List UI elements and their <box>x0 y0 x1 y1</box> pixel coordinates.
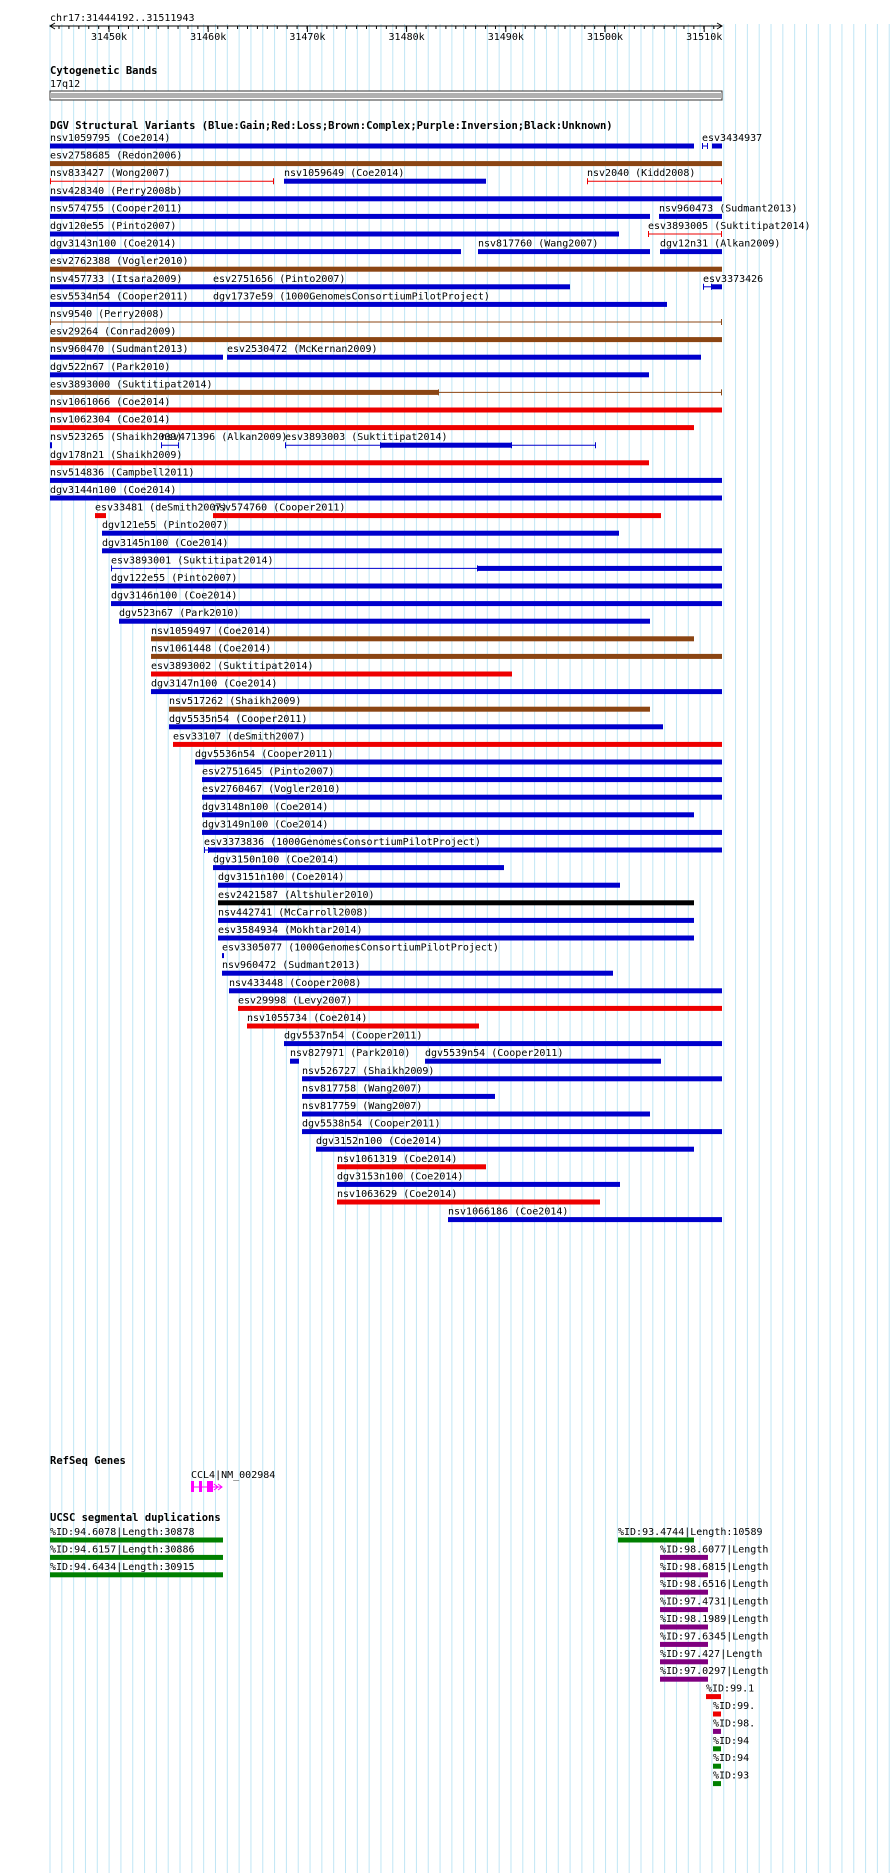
sv-bar <box>50 390 438 395</box>
sv-label: dgv5538n54 (Cooper2011) <box>302 1118 441 1130</box>
ruler-tick-label: 31450k <box>90 32 128 43</box>
sv-label: nsv517262 (Shaikh2009) <box>169 696 302 708</box>
segdup-track <box>50 1512 768 1786</box>
sv-label: esv2751656 (Pinto2007) <box>213 273 346 285</box>
sv-label: dgv3146n100 (Coe2014) <box>111 590 238 602</box>
sv-feature[interactable] <box>151 626 694 642</box>
cytoband-fill <box>50 93 722 98</box>
sv-label: nsv1062304 (Coe2014) <box>50 414 171 426</box>
sv-bar <box>302 1094 495 1099</box>
sv-feature[interactable] <box>284 1031 722 1047</box>
sv-feature[interactable] <box>660 239 780 255</box>
sv-feature[interactable] <box>202 802 694 818</box>
segdup-label: %ID:98.6815|Length <box>660 1561 769 1573</box>
sv-label: dgv3145n100 (Coe2014) <box>102 537 229 549</box>
segdup-label: %ID:97.4731|Length <box>660 1596 769 1608</box>
sv-feature[interactable] <box>95 503 227 518</box>
cytoband-title: Cytogenetic Bands <box>50 65 158 77</box>
locus-label: chr17:31444192..31511943 <box>50 13 195 24</box>
sv-label: dgv3149n100 (Coe2014) <box>202 819 329 831</box>
sv-label: nsv1059795 (Coe2014) <box>50 133 171 144</box>
segdup-label: %ID:98.6077|Length <box>660 1544 769 1556</box>
sv-label: nsv9540 (Perry2008) <box>50 309 165 320</box>
sv-bar <box>660 249 722 254</box>
ruler <box>50 13 722 43</box>
sv-label: nsv817759 (Wang2007) <box>302 1101 423 1112</box>
sv-feature[interactable] <box>50 221 619 237</box>
segdup-bar <box>618 1538 694 1543</box>
sv-label: nsv2040 (Kidd2008) <box>587 168 696 180</box>
sv-label: esv3893002 (Suktitipat2014) <box>151 661 314 672</box>
segdup-label: %ID:94.6078|Length:30878 <box>50 1527 195 1538</box>
sv-bar <box>50 267 722 272</box>
segdup-feature[interactable] <box>713 1753 749 1769</box>
ruler-axis <box>50 23 722 43</box>
ruler-tick-label: 31480k <box>388 32 425 43</box>
segdup-feature[interactable] <box>50 1527 223 1543</box>
sv-bar <box>213 865 504 870</box>
sv-bar <box>111 584 722 589</box>
sv-bar <box>381 443 511 448</box>
sv-feature[interactable] <box>302 1119 722 1135</box>
sv-label: dgv1737e59 (1000GenomesConsortiumPilotProject) <box>213 291 490 303</box>
sv-label: esv2530472 (McKernan2009) <box>227 344 378 356</box>
sv-label: dgv3153n100 (Coe2014) <box>337 1171 464 1183</box>
sv-bar <box>448 1217 722 1222</box>
sv-bar <box>712 284 722 289</box>
segdup-label: %ID:93.4744|Length:10589 <box>618 1527 763 1538</box>
sv-label: dgv3148n100 (Coe2014) <box>202 801 329 813</box>
sv-feature[interactable] <box>238 995 722 1011</box>
segdup-feature[interactable] <box>660 1631 768 1647</box>
sv-label: nsv833427 (Wong2007) <box>50 168 171 180</box>
sv-bar <box>50 161 722 166</box>
sv-feature[interactable] <box>302 1066 722 1082</box>
segdup-label: %ID:98. <box>713 1718 756 1730</box>
sv-feature[interactable] <box>337 1171 620 1187</box>
sv-feature[interactable] <box>50 168 274 184</box>
sv-bar <box>238 1006 722 1011</box>
sv-label: dgv3143n100 (Coe2014) <box>50 238 177 250</box>
sv-label: esv3373836 (1000GenomesConsortiumPilotProject) <box>204 837 481 848</box>
segdup-bar <box>660 1625 708 1630</box>
sv-feature[interactable] <box>50 327 722 343</box>
sv-label: dgv5539n54 (Cooper2011) <box>425 1048 564 1060</box>
sv-feature[interactable] <box>218 925 694 941</box>
segdup-feature[interactable] <box>50 1544 223 1560</box>
sv-label: nsv817760 (Wang2007) <box>478 238 599 250</box>
sv-label: nsv428340 (Perry2008b) <box>50 185 183 197</box>
segdup-feature[interactable] <box>660 1562 768 1578</box>
sv-feature[interactable] <box>337 1189 600 1205</box>
segdup-label: %ID:94 <box>713 1735 750 1747</box>
segdup-label: %ID:98.6516|Length <box>660 1579 769 1591</box>
sv-bar <box>712 144 722 149</box>
sv-bar <box>316 1147 694 1152</box>
sv-bar <box>227 355 701 360</box>
sv-bar <box>50 496 722 501</box>
sv-bar <box>50 249 461 254</box>
segdup-bar <box>50 1572 223 1577</box>
sv-bar <box>202 795 722 800</box>
sv-bar <box>169 707 650 712</box>
sv-feature[interactable] <box>151 661 512 677</box>
sv-label: nsv471396 (Alkan2009) <box>161 432 288 444</box>
gene-label: CCL4|NM_002984 <box>191 1470 276 1481</box>
sv-bar <box>195 760 722 765</box>
sv-bar <box>290 1059 299 1064</box>
sv-label: esv3373426 <box>703 273 764 285</box>
sv-bar <box>425 1059 661 1064</box>
sv-label: nsv960473 (Sudmant2013) <box>659 203 798 215</box>
sv-bar <box>478 566 722 571</box>
sv-label: nsv1061319 (Coe2014) <box>337 1153 458 1165</box>
sv-feature[interactable] <box>302 1083 495 1099</box>
sv-feature[interactable] <box>218 872 620 888</box>
sv-bar <box>213 513 661 518</box>
segdup-label: %ID:93 <box>713 1770 750 1782</box>
sv-bar <box>247 1024 479 1029</box>
sv-bar <box>213 302 667 307</box>
sv-feature[interactable] <box>222 943 499 959</box>
sv-label: dgv5537n54 (Cooper2011) <box>284 1030 423 1042</box>
sv-label: esv3584934 (Mokhtar2014) <box>218 925 363 936</box>
segdup-feature[interactable] <box>660 1544 768 1560</box>
sv-label: dgv3151n100 (Coe2014) <box>218 872 345 884</box>
sv-feature[interactable] <box>50 450 649 466</box>
segdup-features <box>50 1527 768 1786</box>
segdup-label: %ID:99. <box>713 1701 756 1712</box>
sv-bar <box>151 636 694 641</box>
sv-feature[interactable] <box>218 907 694 923</box>
segdup-feature[interactable] <box>618 1527 763 1543</box>
sv-label: esv2758685 (Redon2006) <box>50 150 183 162</box>
sv-feature[interactable] <box>202 819 722 835</box>
sv-bar <box>50 355 223 360</box>
sv-feature[interactable] <box>204 837 722 853</box>
segdup-feature[interactable] <box>713 1736 749 1752</box>
gene-model-ccl4[interactable] <box>191 1481 222 1492</box>
sv-bar <box>50 478 722 483</box>
sv-feature[interactable] <box>50 485 722 501</box>
ruler-tick-label: 31490k <box>487 32 524 43</box>
sv-feature[interactable] <box>151 643 722 659</box>
sv-bar <box>202 777 722 782</box>
sv-feature[interactable] <box>425 1048 661 1064</box>
sv-bar <box>169 724 663 729</box>
segdup-label: %ID:94.6434|Length:30915 <box>50 1561 195 1573</box>
sv-feature[interactable] <box>202 784 722 800</box>
sv-bar <box>50 214 650 219</box>
segdup-feature[interactable] <box>713 1701 755 1717</box>
sv-feature[interactable] <box>151 679 722 695</box>
sv-label: esv3893000 (Suktitipat2014) <box>50 379 213 391</box>
sv-label: nsv526727 (Shaikh2009) <box>302 1065 435 1077</box>
sv-feature[interactable] <box>195 749 722 765</box>
sv-label: nsv442741 (McCarroll2008) <box>218 907 369 919</box>
sv-bar <box>202 830 722 835</box>
sv-label: esv29264 (Conrad2009) <box>50 326 177 338</box>
sv-feature[interactable] <box>50 151 722 167</box>
segdup-bar <box>50 1538 223 1543</box>
sv-label: dgv178n21 (Shaikh2009) <box>50 449 183 461</box>
segdup-feature[interactable] <box>713 1771 749 1787</box>
sv-label: dgv12n31 (Alkan2009) <box>660 238 781 250</box>
sv-feature[interactable] <box>169 696 650 712</box>
sv-label: nsv827971 (Park2010) <box>290 1048 411 1060</box>
sv-feature[interactable] <box>202 767 722 783</box>
sv-bar <box>50 196 722 201</box>
sv-label: esv2421587 (Altshuler2010) <box>218 889 375 901</box>
segdup-label: %ID:97.0297|Length <box>660 1666 769 1678</box>
sv-label: esv5534n54 (Cooper2011) <box>50 291 189 303</box>
segdup-bar <box>713 1781 721 1786</box>
sv-label: dgv522n67 (Park2010) <box>50 361 171 373</box>
sv-label: dgv121e55 (Pinto2007) <box>102 520 229 532</box>
sv-label: esv2760467 (Vogler2010) <box>202 784 341 796</box>
sv-bar <box>50 337 722 342</box>
segdup-bar <box>713 1729 721 1734</box>
segdup-label: %ID:98.1989|Length <box>660 1614 769 1625</box>
sv-feature[interactable] <box>50 133 694 149</box>
sv-feature[interactable] <box>218 890 694 906</box>
segdup-label: %ID:99.1 <box>706 1683 755 1695</box>
sv-bar <box>209 848 722 853</box>
sv-bar <box>337 1164 486 1169</box>
segdup-bar <box>660 1555 708 1560</box>
segdup-label: %ID:94 <box>713 1753 750 1765</box>
sv-label: nsv817758 (Wang2007) <box>302 1083 423 1095</box>
sv-feature[interactable] <box>448 1207 722 1223</box>
sv-feature[interactable] <box>213 274 345 285</box>
sv-feature[interactable] <box>50 415 694 431</box>
sv-label: nsv514836 (Campbell2011) <box>50 467 195 479</box>
sv-bar <box>50 232 619 237</box>
sv-label: esv33107 (deSmith2007) <box>173 731 306 743</box>
ruler-tick-label: 31460k <box>190 32 227 43</box>
sv-bar <box>478 249 650 254</box>
sv-feature[interactable] <box>50 309 722 325</box>
dgv-title: DGV Structural Variants (Blue:Gain;Red:Loss;Brown:Complex;Purple:Inversion;Black:Unknown) <box>50 120 613 132</box>
segdup-label: %ID:97.427|Length <box>660 1648 763 1660</box>
sv-feature[interactable] <box>102 520 619 536</box>
sv-feature[interactable] <box>50 344 223 360</box>
sv-label: esv3893003 (Suktitipat2014) <box>285 432 448 444</box>
sv-label: dgv122e55 (Pinto2007) <box>111 573 238 584</box>
sv-feature[interactable] <box>50 362 649 378</box>
sv-feature[interactable] <box>478 239 650 255</box>
sv-label: esv3434937 <box>702 133 763 144</box>
sv-bar <box>229 988 722 993</box>
sv-bar <box>119 619 650 624</box>
sv-label: esv3893005 (Suktitipat2014) <box>648 221 811 232</box>
segdup-bar <box>660 1677 708 1682</box>
segdup-feature[interactable] <box>660 1666 768 1682</box>
sv-feature[interactable] <box>222 960 613 976</box>
segdup-bar <box>660 1659 708 1664</box>
sv-label: dgv5536n54 (Cooper2011) <box>195 749 334 760</box>
segdup-bar <box>713 1746 721 1751</box>
sv-label: dgv3144n100 (Coe2014) <box>50 485 177 496</box>
segdup-bar <box>50 1555 223 1560</box>
sv-feature[interactable] <box>213 855 504 871</box>
sv-label: nsv433448 (Cooper2008) <box>229 977 362 989</box>
sv-feature[interactable] <box>285 432 596 448</box>
ruler-tick-label: 31500k <box>586 32 624 43</box>
segdup-feature[interactable] <box>713 1718 755 1734</box>
sv-label: esv33481 (deSmith2007) <box>95 502 228 514</box>
sv-feature[interactable] <box>284 168 486 184</box>
sv-feature[interactable] <box>316 1136 694 1152</box>
sv-label: esv3893001 (Suktitipat2014) <box>111 555 274 567</box>
sv-label: nsv1061448 (Coe2014) <box>151 643 272 655</box>
sv-bar <box>218 883 620 888</box>
sv-label: nsv1066186 (Coe2014) <box>448 1206 569 1218</box>
segdup-feature[interactable] <box>660 1597 768 1613</box>
sv-bar <box>659 214 722 219</box>
sv-feature[interactable] <box>703 274 763 290</box>
sv-feature[interactable] <box>50 186 722 202</box>
sv-bar <box>218 900 694 905</box>
segdup-bar <box>660 1642 708 1647</box>
segdup-bar <box>713 1712 721 1717</box>
sv-bar <box>302 1129 722 1134</box>
sv-bar <box>222 953 224 958</box>
sv-label: esv2751645 (Pinto2007) <box>202 766 335 778</box>
sv-feature[interactable] <box>50 467 722 483</box>
segdup-label: %ID:97.6345|Length <box>660 1631 769 1643</box>
sv-bar <box>151 654 722 659</box>
ruler-tick-label: 31510k <box>686 32 723 43</box>
dgv-track <box>50 120 811 1222</box>
sv-feature[interactable] <box>50 256 722 272</box>
sv-feature[interactable] <box>213 291 667 307</box>
segdup-title: UCSC segmental duplications <box>50 1512 221 1524</box>
segdup-bar <box>660 1572 708 1577</box>
ruler-tick-label: 31470k <box>289 32 326 43</box>
sv-label: dgv3150n100 (Coe2014) <box>213 854 340 866</box>
sv-bar <box>50 302 213 307</box>
sv-label: nsv960472 (Sudmant2013) <box>222 960 361 972</box>
segdup-feature[interactable] <box>660 1579 768 1595</box>
sv-bar <box>102 548 722 553</box>
sv-feature[interactable] <box>648 221 811 237</box>
sv-feature[interactable] <box>50 291 213 307</box>
sv-bar <box>50 284 570 289</box>
sv-feature[interactable] <box>173 731 722 747</box>
sv-bar <box>337 1182 620 1187</box>
sv-feature[interactable] <box>50 397 722 413</box>
segdup-bar <box>706 1694 721 1699</box>
sv-bar <box>151 672 512 677</box>
sv-feature[interactable] <box>702 133 762 149</box>
sv-label: dgv3147n100 (Coe2014) <box>151 678 278 690</box>
sv-bar <box>95 513 106 518</box>
segdup-feature[interactable] <box>660 1614 768 1630</box>
sv-label: nsv574760 (Cooper2011) <box>213 502 346 514</box>
sv-label: nsv457733 (Itsara2009) <box>50 273 183 285</box>
sv-label: nsv1061066 (Coe2014) <box>50 397 171 408</box>
sv-bar <box>50 408 722 413</box>
sv-bar <box>337 1200 600 1205</box>
sv-feature[interactable] <box>247 1013 479 1029</box>
sv-bar <box>284 1041 722 1046</box>
sv-label: nsv1059649 (Coe2014) <box>284 168 405 180</box>
sv-label: nsv1055734 (Coe2014) <box>247 1013 368 1024</box>
sv-label: esv2762388 (Vogler2010) <box>50 256 189 268</box>
sv-bar <box>50 144 694 149</box>
sv-bar <box>151 689 722 694</box>
cytoband-label: 17q12 <box>50 79 81 90</box>
dgv-features <box>50 133 811 1222</box>
sv-bar <box>173 742 722 747</box>
sv-bar <box>202 812 694 817</box>
sv-bar <box>50 460 649 465</box>
segdup-bar <box>713 1764 721 1769</box>
sv-bar <box>102 531 619 536</box>
sv-feature[interactable] <box>50 203 650 219</box>
sv-label: esv29998 (Levy2007) <box>238 995 353 1007</box>
sv-label: dgv5535n54 (Cooper2011) <box>169 713 308 725</box>
sv-bar <box>50 425 694 430</box>
segdup-bar <box>660 1607 708 1612</box>
cytoband-track <box>50 65 722 100</box>
sv-label: dgv523n67 (Park2010) <box>119 608 240 620</box>
sv-label: nsv1059497 (Coe2014) <box>151 625 272 637</box>
sv-label: nsv1063629 (Coe2014) <box>337 1189 458 1200</box>
refseq-title: RefSeq Genes <box>50 1455 126 1467</box>
sv-feature[interactable] <box>50 379 722 395</box>
refseq-track <box>50 1455 275 1492</box>
sv-bar <box>302 1076 722 1081</box>
sv-label: esv3305077 (1000GenomesConsortiumPilotProject) <box>222 942 499 954</box>
segdup-label: %ID:94.6157|Length:30886 <box>50 1544 195 1556</box>
sv-label: nsv523265 (Shaikh2009) <box>50 432 183 444</box>
segdup-feature[interactable] <box>50 1562 223 1578</box>
sv-label: dgv120e55 (Pinto2007) <box>50 221 177 232</box>
sv-bar <box>50 372 649 377</box>
sv-bar <box>218 918 694 923</box>
sv-bar <box>111 601 722 606</box>
sv-bar <box>218 936 694 941</box>
sv-feature[interactable] <box>587 168 722 184</box>
segdup-bar <box>660 1590 708 1595</box>
sv-feature[interactable] <box>659 203 797 219</box>
sv-label: nsv574755 (Cooper2011) <box>50 203 183 215</box>
sv-label: nsv960470 (Sudmant2013) <box>50 344 189 356</box>
sv-bar <box>284 179 486 184</box>
sv-bar <box>222 971 613 976</box>
sv-bar <box>302 1112 650 1117</box>
sv-feature[interactable] <box>50 239 461 255</box>
sv-label: dgv3152n100 (Coe2014) <box>316 1136 443 1148</box>
